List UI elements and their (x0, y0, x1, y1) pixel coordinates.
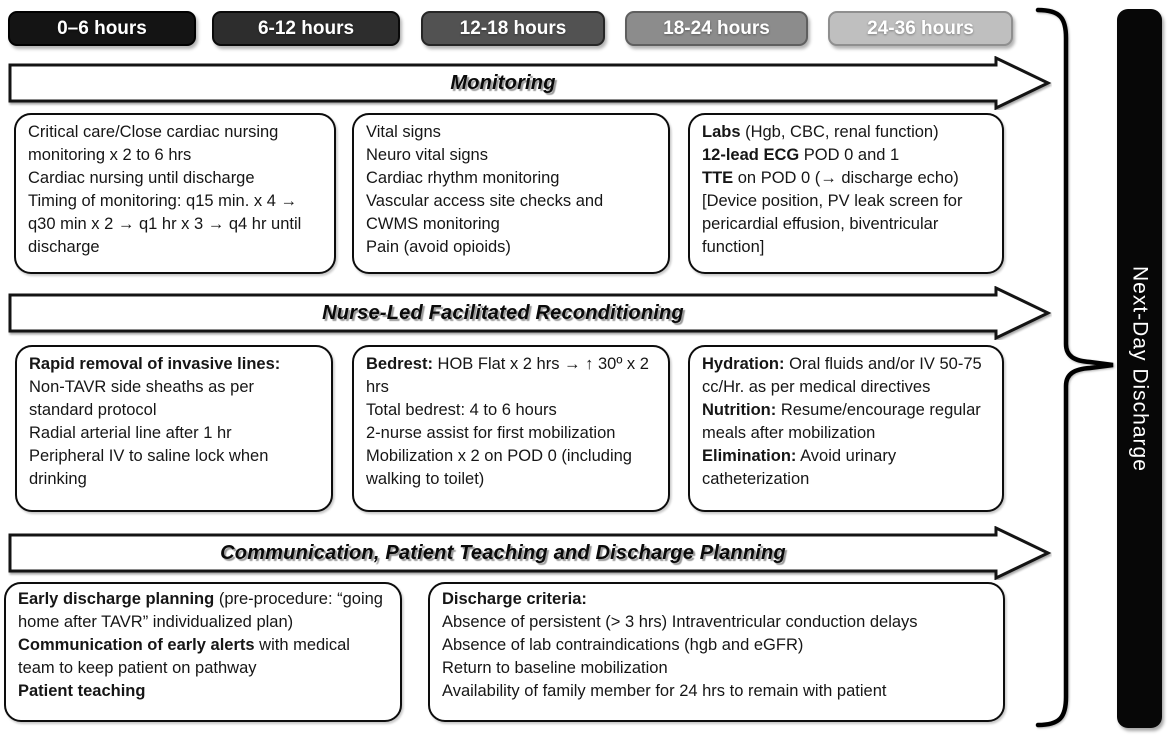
item-bold-text: Early discharge planning (18, 590, 215, 608)
item-text: with medical team to keep patient on pathway (18, 636, 350, 678)
item-text: POD 0 and 1 (799, 146, 900, 165)
item-bold-text: Hydration: (702, 355, 785, 373)
banner-monitoring (8, 56, 1052, 110)
card-text-line (366, 399, 658, 422)
card-monitoring-vitals (352, 113, 670, 274)
item-text: Critical care/Close cardiac nursing monitoring x 2 to 6 hrs (28, 123, 279, 165)
item-bold-text: TTE (702, 169, 734, 188)
item-bold-text: Discharge criteria: (442, 590, 587, 608)
timeline-chip-label: 6-12 hours (257, 17, 355, 39)
item-text: (pre-procedure: “going home after TAVR” individualized plan) (18, 590, 383, 632)
item-bold-text: Labs (702, 123, 741, 141)
item-text: on POD 0 (→ discharge echo) [Device position, PV leak screen for pericardial effusion, biventricular function] (702, 169, 963, 257)
card-text-line (366, 121, 658, 144)
item-bold-text: Communication of early alerts (18, 636, 255, 655)
item-text: Timing of monitoring: q15 min. x 4 → q30 min x 2 → q1 hr x 3 → q4 hr until discharge (28, 192, 302, 257)
card-line-removal (15, 345, 333, 512)
card-hydration-nutrition (688, 345, 1004, 512)
card-text-line (366, 236, 658, 259)
item-text: Oral fluids and/or IV 50-75 cc/Hr. as per medical directives (702, 355, 982, 397)
item-text: Radial arterial line after 1 hr (29, 424, 232, 443)
timeline-chip-12-18h (421, 11, 605, 46)
item-text: Mobilization x 2 on POD 0 (including walking to toilet) (366, 447, 632, 489)
item-bold-text: Nutrition: (702, 401, 777, 420)
item-bold-text: Bedrest: (366, 355, 433, 373)
card-text-line (18, 634, 390, 680)
timeline-chip-18-24h (625, 11, 808, 46)
card-text-line (29, 445, 321, 491)
card-text-line (366, 353, 658, 399)
curly-brace-icon (1030, 0, 1122, 735)
item-text: (Hgb, CBC, renal function) (740, 123, 939, 141)
card-text-line (28, 190, 324, 259)
item-text: Return to baseline mobilization (442, 659, 668, 678)
item-text: Availability of family member for 24 hrs to remain with patient (442, 682, 887, 701)
card-text-line (366, 445, 658, 491)
timeline-chip-6-12h (212, 11, 400, 46)
card-text-line (29, 353, 321, 376)
card-text-line (702, 445, 992, 491)
card-text-line (366, 190, 658, 236)
card-text-line (29, 422, 321, 445)
card-text-line (442, 634, 993, 657)
item-text: Cardiac rhythm monitoring (366, 169, 560, 188)
item-text: 2-nurse assist for first mobilization (366, 424, 616, 443)
card-text-line (442, 588, 993, 611)
item-text: Avoid urinary catheterization (702, 447, 897, 489)
card-text-line (702, 121, 992, 144)
card-text-line (702, 353, 992, 399)
card-text-line (28, 167, 324, 190)
card-text-line (29, 376, 321, 422)
item-text: Absence of persistent (> 3 hrs) Intraventricular conduction delays (442, 613, 918, 632)
item-text: Absence of lab contraindications (hgb and eGFR) (442, 636, 804, 655)
card-text-line (366, 144, 658, 167)
item-text: Peripheral IV to saline lock when drinking (29, 447, 269, 489)
card-text-line (702, 399, 992, 445)
card-monitoring-labs (688, 113, 1004, 274)
timeline-chip-label: 18-24 hours (663, 17, 770, 39)
timeline-chip-0-6h (8, 11, 196, 46)
card-text-line (18, 680, 390, 703)
card-text-line (442, 680, 993, 703)
card-bedrest-mobilization (352, 345, 670, 512)
banner-label: Monitoring (450, 71, 556, 94)
card-monitoring-nursing (14, 113, 336, 274)
banner-label: Nurse-Led Facilitated Reconditioning (322, 301, 684, 324)
next-day-discharge-label: Next-Day Discharge (1128, 265, 1152, 472)
item-text: HOB Flat x 2 hrs → ↑ 30º x 2 hrs (366, 355, 649, 397)
item-bold-text: 12-lead ECG (702, 146, 800, 165)
timeline-chip-label: 0–6 hours (57, 17, 147, 39)
timeline-chip-label: 24-36 hours (867, 17, 974, 39)
card-text-line (702, 144, 992, 167)
card-text-line (366, 422, 658, 445)
card-text-line (28, 121, 324, 167)
banner-communication (8, 526, 1052, 580)
card-text-line (18, 588, 390, 634)
card-text-line (442, 657, 993, 680)
banner-reconditioning (8, 286, 1052, 340)
card-text-line (702, 167, 992, 259)
item-text: Resume/encourage regular meals after mobilization (702, 401, 981, 443)
item-text: Vascular access site checks and CWMS monitoring (366, 192, 604, 234)
card-discharge-criteria (428, 582, 1005, 722)
banner-label: Communication, Patient Teaching and Discharge Planning (220, 541, 786, 564)
item-text: Vital signs (366, 123, 441, 141)
item-bold-text: Elimination: (702, 447, 797, 466)
item-bold-text: Patient teaching (18, 682, 146, 701)
timeline-chip-label: 12-18 hours (459, 17, 567, 39)
card-text-line (366, 167, 658, 190)
item-text: Total bedrest: 4 to 6 hours (366, 401, 557, 420)
card-discharge-planning (4, 582, 402, 722)
item-text: Neuro vital signs (366, 146, 488, 165)
card-text-line (442, 611, 993, 634)
timeline-chip-24-36h (828, 11, 1013, 46)
item-text: Non-TAVR side sheaths as per standard protocol (29, 378, 254, 420)
item-text: Pain (avoid opioids) (366, 238, 511, 257)
next-day-discharge-bar (1117, 9, 1162, 728)
item-bold-text: Rapid removal of invasive lines: (29, 355, 281, 373)
item-text: Cardiac nursing until discharge (28, 169, 255, 188)
